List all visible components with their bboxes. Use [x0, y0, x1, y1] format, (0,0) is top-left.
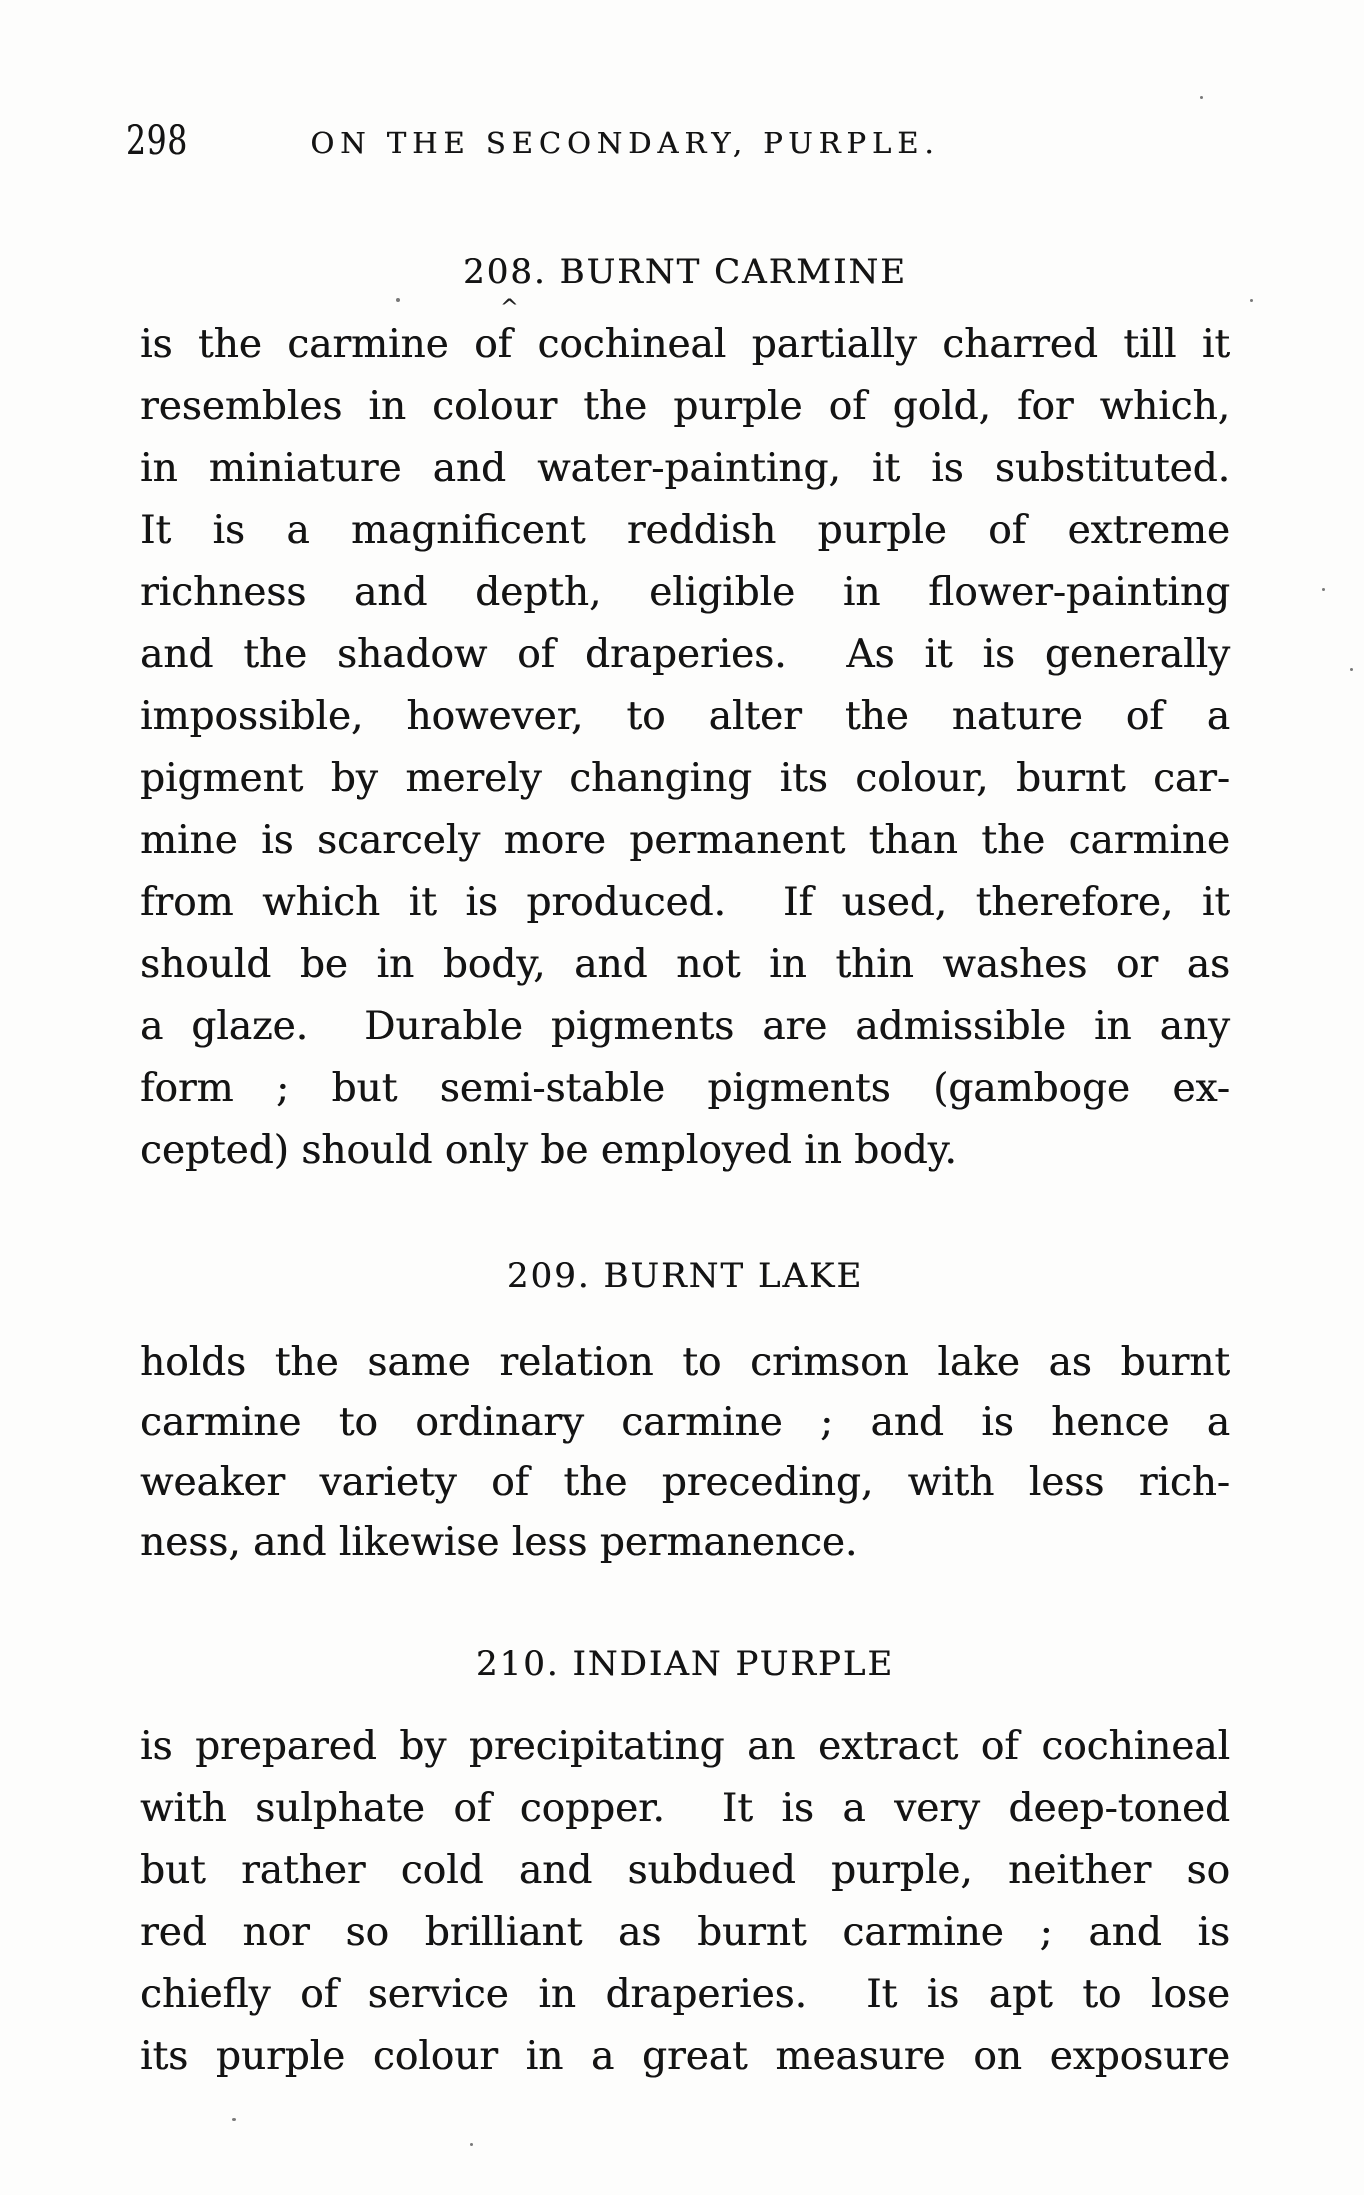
text-line: holds the same relation to crimson lake as burnt [140, 1340, 1230, 1385]
text-line: weaker variety of the preceding, with less rich- [140, 1460, 1230, 1505]
scan-speck [1250, 299, 1253, 302]
scan-speck [1350, 668, 1353, 671]
scan-speck [1200, 96, 1203, 99]
page-number: 298 [126, 118, 188, 164]
text-line: mine is scarcely more permanent than the carmine [140, 818, 1230, 863]
text-line: but rather cold and subdued purple, neither so [140, 1848, 1230, 1893]
text-line: with sulphate of copper. It is a very deep-toned [140, 1786, 1230, 1831]
text-line: chiefly of service in draperies. It is apt to lose [140, 1972, 1230, 2017]
text-line: It is a magnificent reddish purple of extreme [140, 508, 1230, 553]
scan-speck [232, 2118, 236, 2121]
text-line: is prepared by precipitating an extract of cochineal [140, 1724, 1230, 1769]
text-line: carmine to ordinary carmine ; and is hence a [140, 1400, 1230, 1445]
text-line: and the shadow of draperies. As it is generally [140, 632, 1230, 677]
section-heading-208-burnt-carmine: 208. BURNT CARMINE [463, 252, 907, 292]
paragraph-burnt-lake [140, 1333, 1230, 1573]
text-line: from which it is produced. If used, therefore, it [140, 880, 1230, 925]
paragraph-burnt-carmine [140, 314, 1230, 1182]
section-heading-210-indian-purple: 210. INDIAN PURPLE [475, 1644, 895, 1684]
text-line: impossible, however, to alter the nature of a [140, 694, 1230, 739]
text-line: its purple colour in a great measure on exposure [140, 2034, 1230, 2079]
scan-speck [470, 2143, 473, 2146]
paragraph-indian-purple [140, 1716, 1230, 2088]
text-line: in miniature and water-painting, it is substituted. [140, 446, 1230, 491]
scan-artifact-caret: ^ [500, 296, 519, 321]
text-line: a glaze. Durable pigments are admissible in any [140, 1004, 1230, 1049]
scan-speck [1322, 588, 1325, 591]
running-head: ON THE SECONDARY, PURPLE. [310, 126, 940, 160]
text-line: is the carmine of cochineal partially charred till it [140, 322, 1230, 367]
scan-speck [396, 298, 400, 302]
text-line: form ; but semi-stable pigments (gamboge ex- [140, 1066, 1230, 1111]
text-line: cepted) should only be employed in body. [140, 1128, 957, 1173]
text-line: resembles in colour the purple of gold, for which, [140, 384, 1230, 429]
text-line: should be in body, and not in thin washes or as [140, 942, 1230, 987]
text-line: richness and depth, eligible in flower-painting [140, 570, 1230, 615]
text-line: red nor so brilliant as burnt carmine ; and is [140, 1910, 1230, 1955]
section-heading-209-burnt-lake: 209. BURNT LAKE [506, 1256, 864, 1296]
text-line: ness, and likewise less permanence. [140, 1520, 858, 1565]
text-line: pigment by merely changing its colour, burnt car- [140, 756, 1230, 801]
